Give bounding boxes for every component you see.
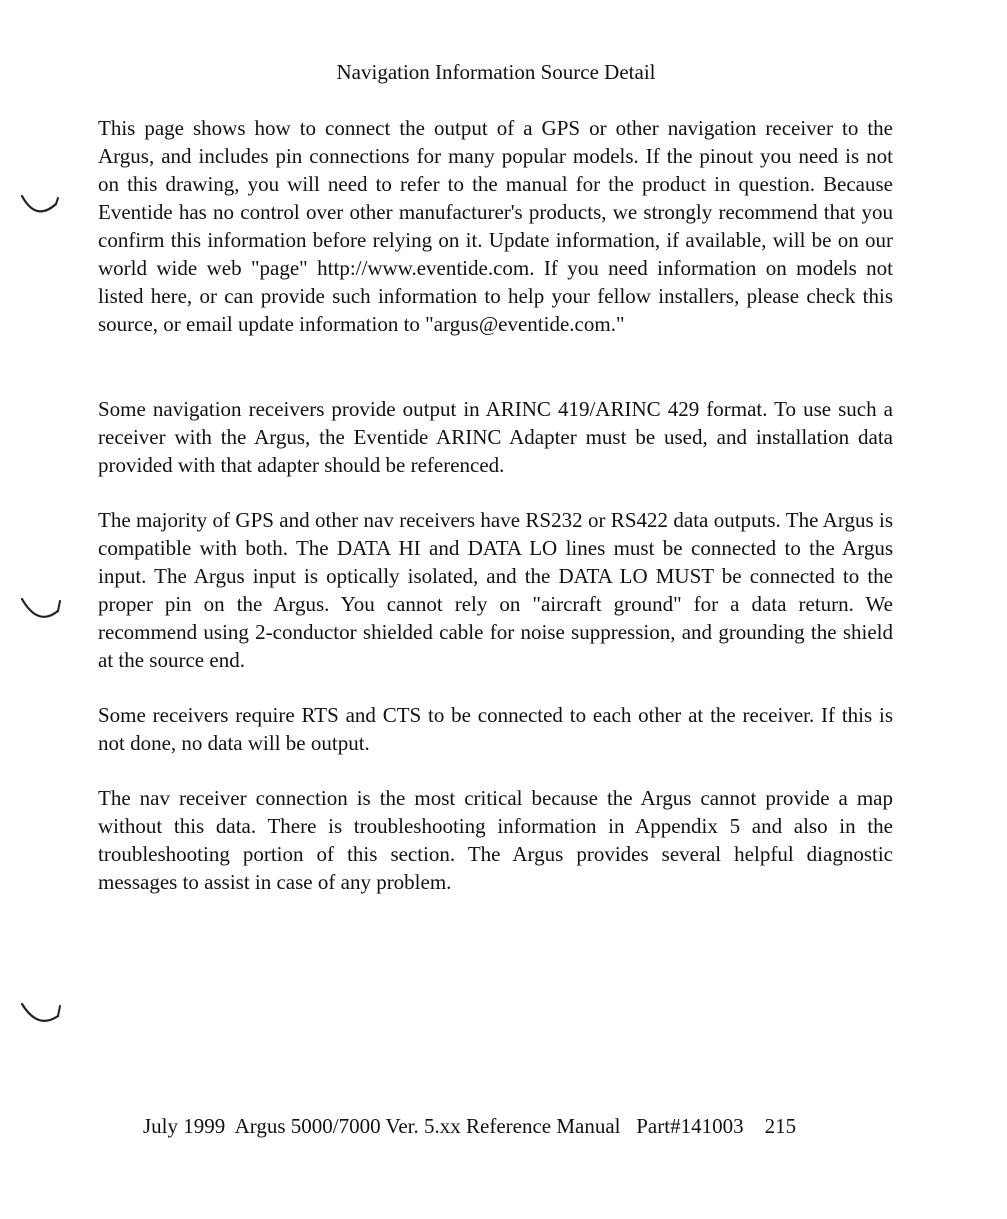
binder-hole-mark-icon <box>20 998 66 1028</box>
paragraph-troubleshooting: The nav receiver connection is the most critical because the Argus cannot provide a map without this data. There is troubleshooting information in Appendix 5 and also in the troubleshooting portion of this section. The Argus provides several helpful diagnostic messages to assist in case of any problem. <box>98 786 893 894</box>
paragraph-rts-cts: Some receivers require RTS and CTS to be connected to each other at the receiver. If this is not done, no data will be output. <box>98 703 893 755</box>
binder-hole-mark-icon <box>20 192 66 222</box>
paragraph-arinc: Some navigation receivers provide output in ARINC 419/ARINC 429 format. To use such a receiver with the Argus, the Eventide ARINC Adapter must be used, and installation data provided with that adapter should be referenced. <box>98 397 893 477</box>
paragraph-intro: This page shows how to connect the output of a GPS or other navigation receiver to the Argus, and includes pin connections for many popular models. If the pinout you need is not on this drawing, you will need to refer to the manual for the product in question. Because Eventide has no control over other manufacturer's products, we strongly recommend that you confirm this information before relying on it. Update information, if available, will be on our world wide web "page" http://www.eventide.com. If you need information on models not listed here, or can provide such information to help your fellow installers, please check this source, or email update information to "argus@eventide.com." <box>98 116 893 336</box>
paragraph-rs232: The majority of GPS and other nav receivers have RS232 or RS422 data outputs. The Argus is compatible with both. The DATA HI and DATA LO lines must be connected to the Argus input. The Argus input is optically isolated, and the DATA LO MUST be connected to the proper pin on the Argus. You cannot rely on "aircraft ground" for a data return. We recommend using 2-conductor shielded cable for noise suppression, and grounding the shield at the source end. <box>98 508 893 672</box>
binder-hole-mark-icon <box>20 595 66 625</box>
page-footer: July 1999 Argus 5000/7000 Ver. 5.xx Reference Manual Part#141003 215 <box>143 1114 797 1138</box>
page-heading: Navigation Information Source Detail <box>336 60 656 84</box>
